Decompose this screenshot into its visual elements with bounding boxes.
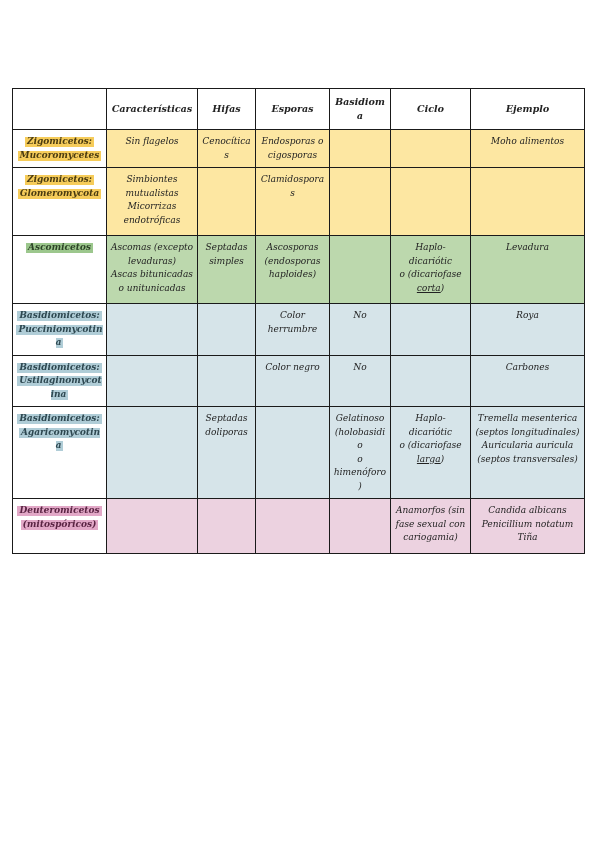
cell-text-line: Candida albicans: [488, 506, 567, 516]
cell-text-line: simples: [209, 256, 244, 267]
cell-group: [13, 355, 107, 407]
cell-caracteristicas: [107, 236, 198, 304]
cell-basidioma: [330, 355, 391, 407]
cell-text-line: Penicillium notatum: [481, 519, 574, 530]
header-hifas: Hifas: [198, 89, 256, 130]
cell-text-line: Clamidosporas: [260, 175, 325, 199]
cell-ciclo: [391, 407, 471, 499]
group-name-line: [16, 324, 103, 351]
cell-ejemplo: [471, 304, 585, 356]
group-name-highlight: Mucoromycetes: [19, 150, 100, 161]
table-row: [13, 236, 585, 304]
header-ejemplo: Ejemplo: [471, 89, 585, 130]
cell-text-line: himenóforo): [333, 468, 387, 492]
cell-ciclo: [391, 130, 471, 168]
cell-text-line: herrumbre: [267, 324, 318, 335]
cell-text-line: Septadas: [205, 243, 248, 253]
cell-ejemplo: [471, 355, 585, 407]
cell-basidioma: [330, 130, 391, 168]
cell-text-line: Ascosporas: [266, 243, 319, 253]
cell-text-line: o: [357, 454, 363, 465]
cell-text-line: Cenocíticas: [202, 137, 251, 161]
cell-esporas: [256, 499, 330, 554]
group-name-line: [16, 310, 103, 324]
cell-basidioma: [330, 168, 391, 236]
cell-ciclo: [391, 499, 471, 554]
cell-basidioma: [330, 236, 391, 304]
cell-ejemplo: [471, 407, 585, 499]
cell-text-line: Haplo-dicariótic: [408, 243, 453, 267]
cell-text-line: haploides): [268, 270, 317, 280]
table-row: [13, 130, 585, 168]
cell-text-line: o unitunicadas: [118, 283, 186, 294]
cell-text-line: Moho alimentos: [490, 137, 565, 147]
cell-esporas: [256, 355, 330, 407]
group-name-line: [16, 174, 103, 188]
group-name-highlight: Zigomicetos:: [27, 137, 92, 147]
cell-text-line: (septos longitudinales): [475, 427, 580, 438]
cell-text-line: Haplo-dicariótic: [408, 414, 453, 438]
cell-hifas: [198, 407, 256, 499]
group-name-line: [16, 505, 103, 519]
cell-ejemplo: [471, 168, 585, 236]
table-row: [13, 355, 585, 407]
cell-text-line: Color: [280, 311, 305, 321]
cell-esporas: [256, 407, 330, 499]
group-name-line: [16, 136, 103, 150]
group-name-highlight: Glomeromycota: [19, 188, 100, 199]
group-name-line: [16, 519, 103, 533]
cell-caracteristicas: [107, 304, 198, 356]
cell-text-line: Auricularia auricula: [481, 441, 574, 451]
group-name-highlight: Basidiomicetos:: [19, 414, 100, 424]
cell-caracteristicas: [107, 130, 198, 168]
cell-text-line: Tremella mesenterica: [477, 414, 578, 424]
cell-text-line: fase sexual con: [395, 519, 466, 530]
cell-text-line: Endosporas o: [261, 137, 324, 147]
cell-text-line: Gelatinoso: [335, 414, 385, 424]
group-name-highlight: Basidiomicetos:: [19, 362, 100, 373]
cell-caracteristicas: [107, 499, 198, 554]
header-caracteristicas: Características: [107, 89, 198, 130]
cell-hifas: [198, 304, 256, 356]
group-name-highlight: Basidiomicetos:: [19, 311, 100, 321]
group-name-highlight: (mitospóricos): [22, 519, 97, 530]
cell-text-line: corta): [416, 283, 445, 294]
cell-group: [13, 130, 107, 168]
cell-text-line: Tiña: [517, 533, 538, 543]
cell-text-line: Sin flagelos: [125, 137, 179, 147]
cell-esporas: [256, 304, 330, 356]
cell-ciclo: [391, 355, 471, 407]
group-name-highlight: Zigomicetos:: [27, 175, 92, 185]
cell-ejemplo: [471, 236, 585, 304]
group-name-line: [16, 413, 103, 427]
cell-text-line: Anamorfos (sin: [396, 506, 465, 516]
cell-caracteristicas: [107, 355, 198, 407]
group-name-highlight: Ustilaginomycotina: [19, 376, 102, 400]
cell-ciclo: [391, 304, 471, 356]
cell-hifas: [198, 130, 256, 168]
cell-caracteristicas: [107, 168, 198, 236]
cell-ejemplo: [471, 499, 585, 554]
header-group: [13, 89, 107, 130]
cell-text-line: Color negro: [265, 362, 320, 373]
group-name-highlight: Agaricomycotina: [20, 427, 101, 451]
group-name-highlight: Pucciniomycotina: [18, 324, 103, 348]
header-row: [13, 89, 585, 130]
cell-group: [13, 236, 107, 304]
group-name-line: [16, 242, 103, 256]
cell-text-line: doliporas: [205, 427, 248, 438]
fungi-classification-table: [12, 88, 585, 554]
cell-text-line: Carbones: [505, 362, 550, 373]
group-name-line: [16, 150, 103, 164]
cell-ciclo: [391, 236, 471, 304]
cell-text-line: cigosporas: [267, 150, 318, 161]
cell-esporas: [256, 130, 330, 168]
cell-text-line: Septadas: [205, 414, 248, 424]
cell-text-line: mutualistas: [125, 188, 179, 199]
cell-ciclo: [391, 168, 471, 236]
cell-text-line: (endosporas: [264, 256, 321, 267]
cell-group: [13, 407, 107, 499]
group-name-highlight: Deuteromicetos: [19, 506, 100, 516]
cell-text-line: endotróficas: [123, 215, 181, 226]
cell-esporas: [256, 168, 330, 236]
cell-group: [13, 304, 107, 356]
group-name-line: [16, 362, 103, 376]
group-name-highlight: Ascomicetos: [28, 243, 91, 253]
header-ciclo: Ciclo: [391, 89, 471, 130]
cell-text-line: o (dicariofase: [399, 441, 462, 451]
cell-text-line: No: [353, 311, 367, 321]
table-row: [13, 304, 585, 356]
cell-caracteristicas: [107, 407, 198, 499]
cell-text-line: Ascas bitunicadas: [111, 270, 193, 280]
cell-text-line: (septos transversales): [477, 454, 578, 465]
cell-group: [13, 499, 107, 554]
cell-hifas: [198, 355, 256, 407]
cell-hifas: [198, 168, 256, 236]
group-name-line: [16, 375, 103, 402]
cell-text-line: Ascomas (excepto: [110, 243, 194, 253]
cell-text-line: (holobasidio: [334, 427, 386, 451]
cell-text-line: Simbiontes: [126, 175, 178, 185]
cell-text-line: No: [353, 362, 367, 373]
cell-group: [13, 168, 107, 236]
cell-text-line: cariogamia): [403, 533, 458, 543]
cell-ejemplo: [471, 130, 585, 168]
table-row: [13, 407, 585, 499]
table-row: [13, 168, 585, 236]
cell-text-line: Levadura: [506, 243, 549, 253]
underlined-term: larga: [416, 454, 441, 465]
table-body: [13, 130, 585, 554]
cell-text-line: levaduras): [127, 256, 176, 267]
cell-basidioma: [330, 407, 391, 499]
cell-hifas: [198, 236, 256, 304]
header-basidioma: Basidioma: [330, 89, 391, 130]
cell-esporas: [256, 236, 330, 304]
header-esporas: Esporas: [256, 89, 330, 130]
cell-text-line: o (dicariofase: [399, 270, 462, 280]
group-name-line: [16, 427, 103, 454]
cell-text-line: Micorrizas: [127, 202, 177, 212]
cell-text-line: larga): [416, 454, 445, 465]
table-row: [13, 499, 585, 554]
underlined-term: corta: [416, 283, 441, 294]
cell-basidioma: [330, 499, 391, 554]
group-name-line: [16, 188, 103, 202]
cell-hifas: [198, 499, 256, 554]
cell-basidioma: [330, 304, 391, 356]
cell-text-line: Roya: [516, 311, 539, 321]
